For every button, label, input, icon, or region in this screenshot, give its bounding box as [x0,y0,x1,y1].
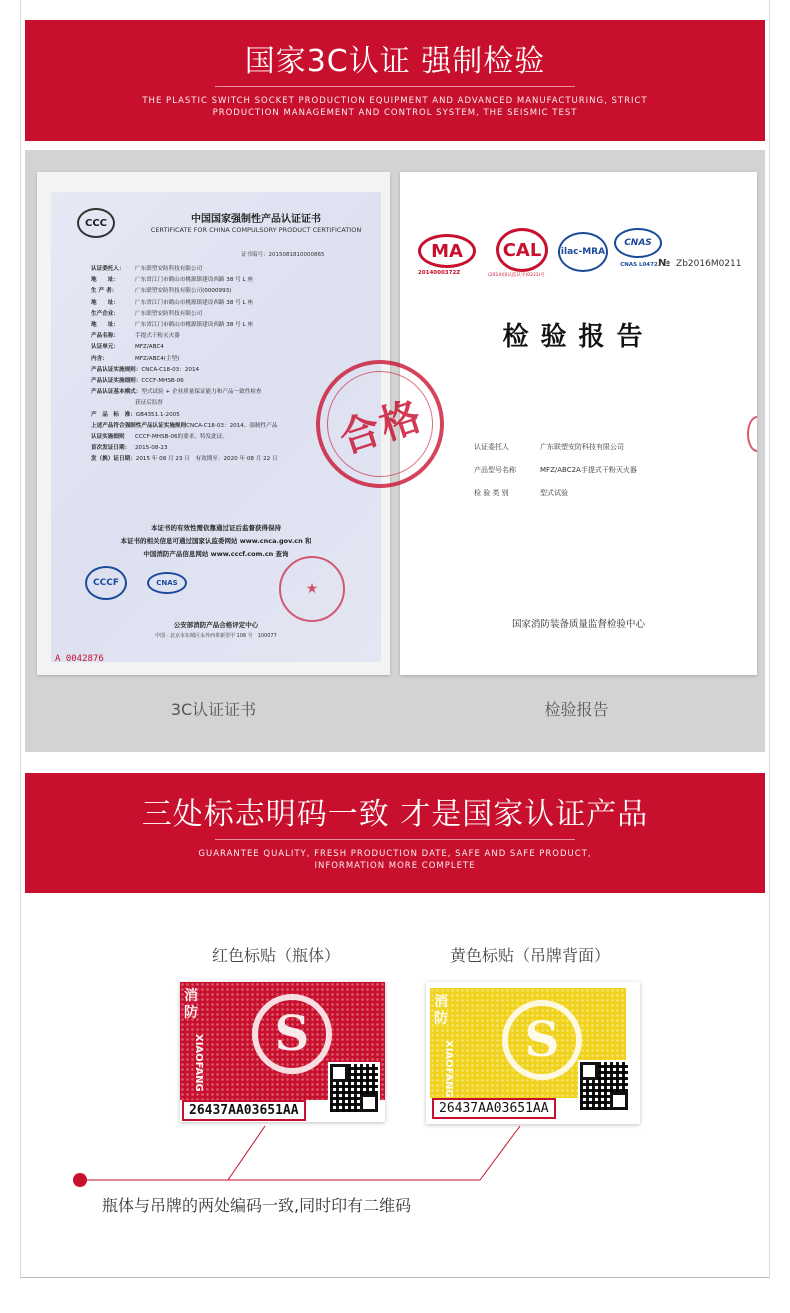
certificate-title: 中国国家强制性产品认证证书 [191,214,321,225]
certificate-line: 产品认证实施细则：CCCF-MHSB-06 [91,378,184,385]
certificate-line: 生 产 者： 广东联塑安防科技有限公司(0000993) [91,288,232,295]
certificate-line: 认证实施细则 CCCF-MHSB-06的要求，特发此证。 [91,434,228,441]
official-seal-icon: ★ [279,556,345,622]
banner-subtitle [25,848,765,872]
banner-divider [215,86,575,87]
s-logo-icon [252,994,332,1074]
inspection-report-image [400,172,757,675]
red-label-code: 26437AA03651AA [182,1100,306,1121]
cnas-logo-icon: CNAS [614,228,662,258]
certificate-line: 产品认证基本模式：型式试验 + 企业质量保证能力和产品一致性检查 [91,389,262,396]
banner-subtitle-line: THE PLASTIC SWITCH SOCKET PRODUCTION EQUIPMENT AND ADVANCED MANUFACTURING, STRICT [142,96,648,106]
banner-title: 国家3C认证 强制检验 [244,44,546,79]
cma-logo-icon: MA [418,234,476,268]
cma-code: 2014000372Z [418,270,461,276]
s-logo-icon [502,1000,582,1080]
report-field: 产品型号名称 MFZ/ABC2A手提式干粉灭火器 [474,466,637,474]
qr-code-icon [578,1060,630,1112]
certificate-line: 地 址： 广东省江门市鹤山市桃源镇建设西路 38 号 L 座 [91,277,254,284]
certificate-line: 首次发证日期： 2015-08-23 [91,445,168,452]
certification-banner [25,20,765,141]
certificate-caption: 3C认证证书 [170,700,257,719]
certificate-title-en: CERTIFICATE FOR CHINA COMPULSORY PRODUCT CERTIFICATION [150,226,362,234]
report-number: № Zb2016M0211 [658,258,742,269]
label-note: 瓶体与吊牌的两处编码一致,同时印有二维码 [102,1196,412,1215]
cnas-code: CNAS L0472 [620,262,658,268]
s-logo-letter: S [524,1012,560,1068]
banner-subtitle-line: INFORMATION MORE COMPLETE [314,861,476,871]
yellow-label-image [426,982,640,1124]
report-lab-name: 国家消防装备质量监督检验中心 [511,619,645,630]
report-logos [418,228,658,280]
yellow-label-caption: 黄色标贴（吊牌背面） [450,946,611,965]
pass-stamp-text: 合格 [334,392,429,463]
certificate-line: 产品名称： 手提式干粉灭火器 [91,333,180,340]
sticker-side-text: 消防 [184,988,198,1021]
banner-subtitle-line: PRODUCTION MANAGEMENT AND CONTROL SYSTEM, THE SEISMIC TEST [212,108,578,118]
red-label-caption: 红色标贴（瓶体） [212,946,341,965]
certificate-line: 生产企业： 广东联塑安防科技有限公司 [91,310,203,317]
label-consistency-banner [25,773,765,893]
certificate-line: 地 址： 广东省江门市鹤山市桃源镇建设西路 38 号 L 座 [91,322,254,329]
report-caption: 检验报告 [544,700,609,719]
cccf-logo-icon: CCCF [85,566,127,600]
sticker-side-text: 消防 [434,994,448,1027]
certificate-line: 内含： MFZ/ABC4(主型) [91,355,180,362]
yellow-label-code: 26437AA03651AA [432,1098,556,1119]
s-logo-letter: S [274,1006,310,1062]
banner-divider [215,839,575,840]
certificate-line: 发（换）证日期：2015 年 08 月 23 日 有效期至：2020 年 08 月 22 日 [91,456,278,463]
ilac-mra-logo-icon: ilac-MRA [558,232,608,272]
sticker-side-text-en: XIAOFANG [193,1034,204,1092]
report-title: 检验报告 [502,322,655,352]
banner-title: 三处标志明码一致 才是国家认证产品 [141,797,649,832]
certificate-line: 上述产品符合强制性产品认证实施规则CNCA-C18-03：2014、强制性产品 [91,422,278,429]
report-field: 检 验 类 别 型式试验 [474,489,568,497]
certificate-line: 认证委托人： 广东联塑安防科技有限公司 [91,266,203,272]
ccc-logo-icon: CCC [77,208,115,238]
certificate-line: 产 品 标 准：GB4351.1-2005 [91,411,180,418]
banner-subtitle [25,95,765,119]
certificate-footer: 本证书的有效性需依靠通过证后监督获得保持 本证书的相关信息可通过国家认监委网站 www.cnca.gov.cn 和 中国消防产品信息网站 www.cccf.com.cn 查询 [120,524,312,558]
banner-subtitle-line: GUARANTEE QUALITY, FRESH PRODUCTION DATE, SAFE AND SAFE PRODUCT, [198,849,592,859]
certificate-number: 证书编号：2015081810000865 [241,252,325,258]
report-fields [474,436,754,505]
certificate-issuer: 公安部消防产品合格评定中心 [173,621,259,629]
red-label-image [180,982,385,1122]
certificate-line: 获证后监督 [135,400,163,407]
certificate-address: 中国 · 北京市东城区永外西革新里甲 108 号 100077 [155,633,277,639]
certificate-line: 产品认证实施规则：CNCA-C18-03：2014 [91,366,200,373]
certificate-serial: A 0042876 [55,654,104,664]
cal-code: (2014)国认监认字(0221)号 [488,273,545,278]
certificate-line: 认证单元： MFZ/ABC4 [91,344,164,351]
sticker-side-text-en: XIAOFANG [443,1040,454,1098]
cal-logo-icon: CAL [496,228,548,272]
certificate-line: 地 址： 广东省江门市鹤山市桃源镇建设西路 38 号 L 座 [91,299,254,306]
qr-code-icon [328,1062,380,1114]
cnas-logo-icon: CNAS [147,572,187,594]
report-field: 认证委托人 广东联塑安防科技有限公司 [474,443,624,451]
